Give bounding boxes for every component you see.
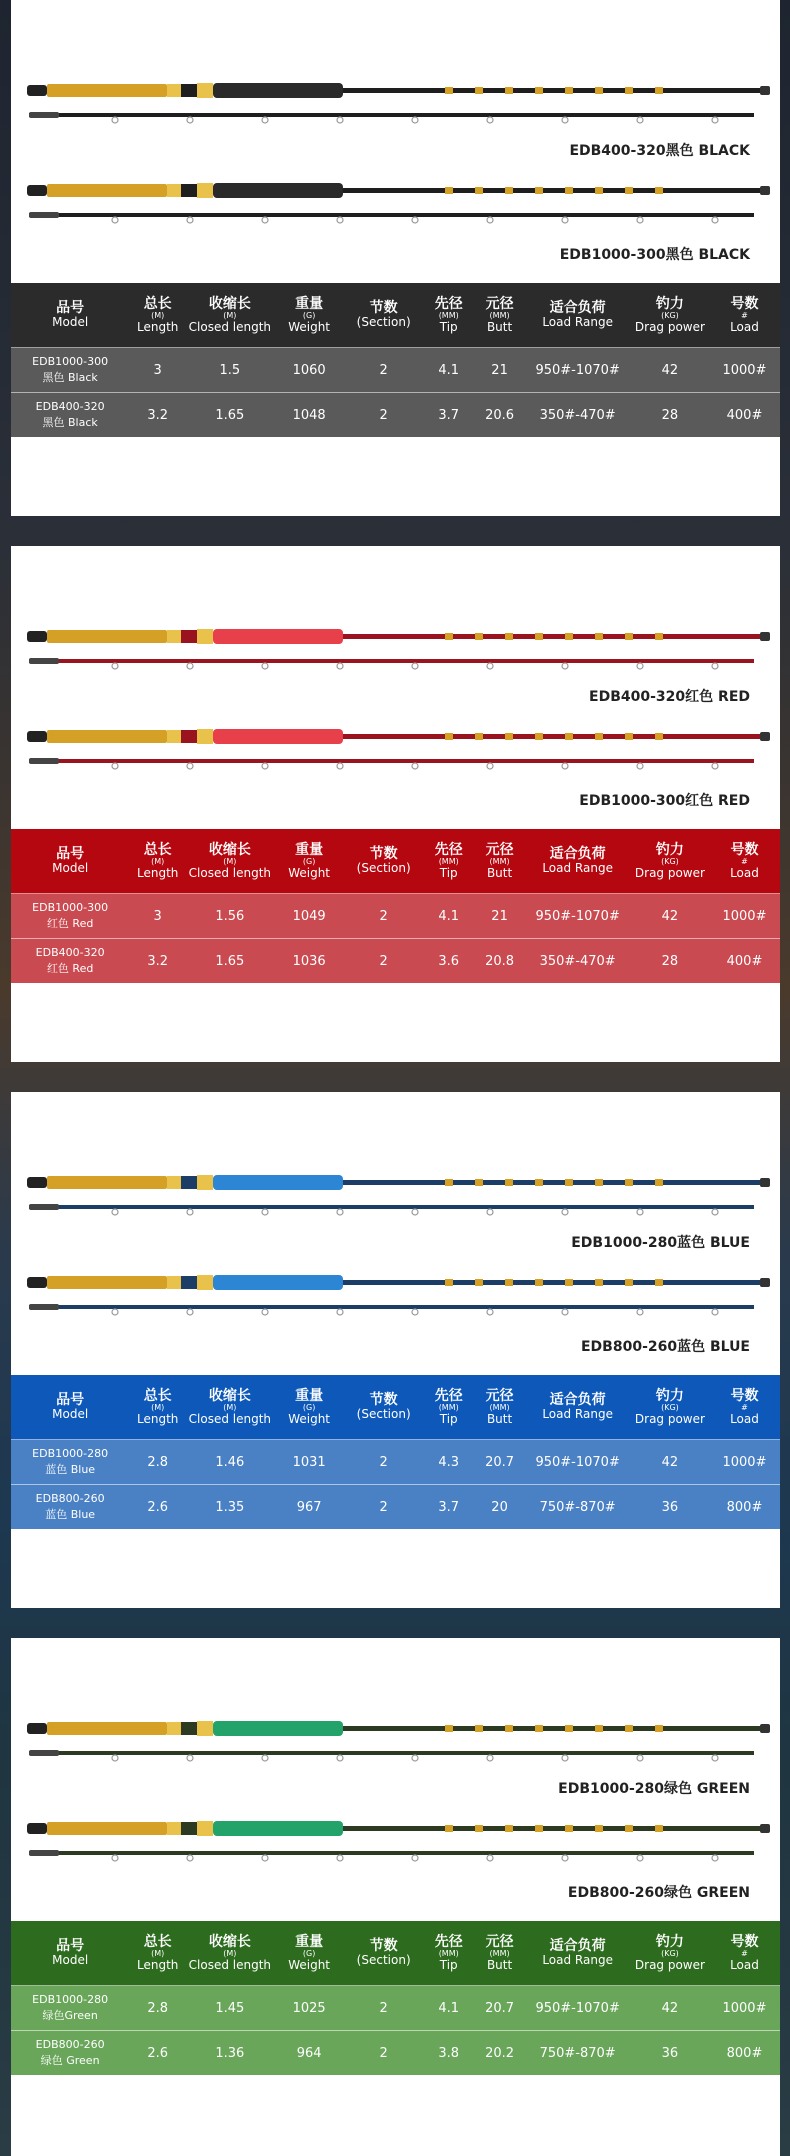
header-unit: (MM)	[489, 1948, 510, 1958]
header-en: (Section)	[356, 1407, 411, 1421]
rod-1	[25, 82, 775, 134]
model-code: EDB800-260	[35, 2038, 105, 2051]
model-code: EDB1000-280	[32, 1447, 109, 1460]
header-zh: 元径	[485, 841, 514, 858]
header-zh: 节数	[369, 300, 398, 316]
model-code: EDB1000-280	[32, 1993, 109, 2006]
column-header	[709, 829, 780, 894]
column-header	[631, 1375, 709, 1440]
header-zh: 适合负荷	[549, 1392, 606, 1408]
header-unit: #	[741, 310, 748, 320]
header-unit: (G)	[302, 310, 316, 320]
column-header	[345, 1921, 423, 1986]
column-header	[423, 1921, 475, 1986]
model-color: 蓝色 Blue	[45, 1508, 96, 1521]
header-unit: (MM)	[438, 1948, 459, 1958]
header-unit: (G)	[302, 1948, 316, 1958]
product-card-green	[11, 1638, 780, 2156]
cell-closed: 1.65	[186, 939, 274, 984]
rod-label: EDB400-320黑色 BLACK	[569, 143, 750, 159]
header-zh: 元径	[485, 295, 514, 312]
cell-drag: 36	[631, 1485, 709, 1530]
cell-closed: 1.36	[186, 2031, 274, 2076]
table-row	[11, 348, 780, 393]
rod-1	[25, 1174, 775, 1226]
header-unit: (M)	[223, 310, 237, 320]
cell-weight: 1049	[274, 894, 345, 939]
cell-butt: 20.7	[475, 1440, 525, 1485]
cell-load: 1000#	[709, 894, 780, 939]
header-en: Tip	[439, 865, 458, 880]
cell-weight: 1036	[274, 939, 345, 984]
rod-label: EDB1000-300红色 RED	[579, 793, 750, 809]
model-color: 红色 Red	[46, 917, 94, 930]
header-zh: 收缩长	[208, 295, 251, 312]
column-header	[475, 283, 525, 348]
cell-load: 800#	[709, 2031, 780, 2076]
header-en: Drag power	[634, 1411, 705, 1426]
rod-label: EDB800-260蓝色 BLUE	[580, 1339, 750, 1355]
rod-image	[25, 1274, 775, 1322]
header-zh: 总长	[143, 1387, 172, 1404]
rod-gallery	[11, 1638, 780, 1921]
header-zh: 总长	[143, 841, 172, 858]
cell-length: 3.2	[129, 939, 186, 984]
header-en: (Section)	[356, 1953, 411, 1967]
cell-closed: 1.5	[186, 348, 274, 393]
model-cell	[11, 2031, 129, 2076]
header-zh: 元径	[485, 1387, 514, 1404]
header-zh: 先径	[434, 1387, 463, 1404]
header-zh: 先径	[434, 295, 463, 312]
header-zh: 重量	[295, 841, 324, 858]
header-unit: (M)	[223, 1402, 237, 1412]
header-en: Load	[730, 865, 759, 880]
cell-load: 800#	[709, 1485, 780, 1530]
model-cell	[11, 894, 129, 939]
cell-section: 2	[345, 2031, 423, 2076]
cell-load-range: 350#-470#	[524, 393, 630, 438]
header-en: Butt	[486, 1957, 513, 1972]
cell-load: 400#	[709, 393, 780, 438]
spec-table	[11, 1375, 780, 1529]
cell-section: 2	[345, 939, 423, 984]
header-zh: 重量	[295, 1933, 324, 1950]
header-en: Drag power	[634, 319, 705, 334]
header-en: Closed length	[188, 1411, 272, 1426]
rod-image	[25, 628, 775, 676]
rod-label: EDB800-260绿色 GREEN	[567, 1885, 750, 1901]
table-row	[11, 939, 780, 984]
header-unit: (M)	[151, 1402, 165, 1412]
rod-image	[25, 728, 775, 776]
column-header	[274, 283, 345, 348]
header-zh: 品号	[56, 846, 85, 862]
header-zh: 钓力	[655, 295, 684, 312]
cell-drag: 42	[631, 894, 709, 939]
column-header	[11, 1921, 129, 1986]
header-unit: #	[741, 1402, 748, 1412]
header-en: Model	[52, 1407, 89, 1421]
column-header	[423, 829, 475, 894]
table-row	[11, 393, 780, 438]
cell-section: 2	[345, 393, 423, 438]
column-header	[129, 1921, 186, 1986]
model-color: 黑色 Black	[42, 416, 98, 429]
cell-butt: 20.6	[475, 393, 525, 438]
rod-label: EDB1000-280蓝色 BLUE	[571, 1235, 750, 1251]
rod-label: EDB1000-280绿色 GREEN	[558, 1781, 750, 1797]
cell-butt: 20.8	[475, 939, 525, 984]
header-unit: (M)	[223, 1948, 237, 1958]
column-header	[524, 283, 630, 348]
model-cell	[11, 348, 129, 393]
spec-header-row	[11, 1375, 780, 1440]
header-en: Drag power	[634, 865, 705, 880]
column-header	[631, 829, 709, 894]
header-en: Weight	[288, 1957, 331, 1972]
cell-butt: 20.2	[475, 2031, 525, 2076]
rod-gallery	[11, 546, 780, 829]
product-card-black	[11, 0, 780, 516]
cell-tip: 4.1	[423, 1986, 475, 2031]
cell-butt: 21	[475, 894, 525, 939]
column-header	[631, 1921, 709, 1986]
header-en: Load Range	[542, 1407, 613, 1421]
rod-1	[25, 1720, 775, 1772]
model-cell	[11, 1485, 129, 1530]
header-zh: 节数	[369, 1938, 398, 1954]
cell-section: 2	[345, 1986, 423, 2031]
cell-tip: 4.1	[423, 894, 475, 939]
cell-drag: 28	[631, 939, 709, 984]
model-color: 黑色 Black	[42, 371, 98, 384]
spec-table	[11, 829, 780, 983]
cell-tip: 3.7	[423, 393, 475, 438]
header-zh: 总长	[143, 1933, 172, 1950]
column-header	[274, 1375, 345, 1440]
cell-length: 3	[129, 894, 186, 939]
cell-load-range: 350#-470#	[524, 939, 630, 984]
header-zh: 总长	[143, 295, 172, 312]
cell-closed: 1.56	[186, 894, 274, 939]
column-header	[475, 1375, 525, 1440]
rod-2	[25, 728, 775, 780]
table-row	[11, 2031, 780, 2076]
column-header	[524, 1921, 630, 1986]
header-unit: (MM)	[438, 1402, 459, 1412]
model-color: 绿色 Green	[40, 2054, 100, 2067]
model-code: EDB1000-300	[32, 355, 109, 368]
column-header	[345, 1375, 423, 1440]
header-en: Tip	[439, 319, 458, 334]
table-row	[11, 1485, 780, 1530]
rod-2	[25, 1274, 775, 1326]
cell-drag: 28	[631, 393, 709, 438]
cell-load: 1000#	[709, 348, 780, 393]
cell-weight: 1031	[274, 1440, 345, 1485]
spec-table	[11, 283, 780, 437]
table-row	[11, 1440, 780, 1485]
cell-load-range: 950#-1070#	[524, 1986, 630, 2031]
header-zh: 适合负荷	[549, 300, 606, 316]
header-zh: 重量	[295, 295, 324, 312]
cell-load-range: 950#-1070#	[524, 894, 630, 939]
model-cell	[11, 1440, 129, 1485]
column-header	[186, 1375, 274, 1440]
header-zh: 适合负荷	[549, 1938, 606, 1954]
cell-section: 2	[345, 348, 423, 393]
cell-load: 1000#	[709, 1986, 780, 2031]
cell-length: 2.6	[129, 1485, 186, 1530]
column-header	[475, 829, 525, 894]
header-en: Butt	[486, 319, 513, 334]
cell-weight: 967	[274, 1485, 345, 1530]
column-header	[475, 1921, 525, 1986]
cell-load-range: 750#-870#	[524, 1485, 630, 1530]
column-header	[274, 1921, 345, 1986]
header-en: Model	[52, 315, 89, 329]
header-en: Load	[730, 1411, 759, 1426]
header-en: Closed length	[188, 319, 272, 334]
header-en: Butt	[486, 1411, 513, 1426]
product-card-red	[11, 546, 780, 1062]
column-header	[186, 1921, 274, 1986]
header-zh: 钓力	[655, 841, 684, 858]
model-cell	[11, 939, 129, 984]
cell-drag: 36	[631, 2031, 709, 2076]
header-en: Closed length	[188, 1957, 272, 1972]
column-header	[524, 829, 630, 894]
header-en: Length	[136, 1411, 179, 1426]
cell-length: 3	[129, 348, 186, 393]
column-header	[129, 829, 186, 894]
cell-tip: 3.8	[423, 2031, 475, 2076]
cell-load: 400#	[709, 939, 780, 984]
cell-section: 2	[345, 1485, 423, 1530]
column-header	[186, 829, 274, 894]
column-header	[709, 1921, 780, 1986]
header-zh: 号数	[730, 1933, 759, 1950]
model-color: 红色 Red	[46, 962, 94, 975]
header-zh: 适合负荷	[549, 846, 606, 862]
model-cell	[11, 393, 129, 438]
model-code: EDB1000-300	[32, 901, 109, 914]
cell-weight: 1025	[274, 1986, 345, 2031]
model-color: 绿色Green	[42, 2009, 98, 2022]
cell-tip: 4.1	[423, 348, 475, 393]
header-zh: 元径	[485, 1933, 514, 1950]
header-en: Load Range	[542, 861, 613, 875]
header-en: Length	[136, 319, 179, 334]
cell-load: 1000#	[709, 1440, 780, 1485]
column-header	[129, 283, 186, 348]
cell-butt: 20	[475, 1485, 525, 1530]
header-en: Length	[136, 865, 179, 880]
cell-weight: 1060	[274, 348, 345, 393]
header-unit: (MM)	[438, 310, 459, 320]
model-code: EDB400-320	[35, 400, 105, 413]
cell-length: 2.8	[129, 1440, 186, 1485]
rod-gallery	[11, 0, 780, 283]
rod-label: EDB400-320红色 RED	[589, 689, 750, 705]
cell-butt: 20.7	[475, 1986, 525, 2031]
header-unit: (MM)	[489, 856, 510, 866]
column-header	[129, 1375, 186, 1440]
header-zh: 品号	[56, 1938, 85, 1954]
rod-image	[25, 1174, 775, 1222]
column-header	[186, 283, 274, 348]
header-unit: (MM)	[489, 310, 510, 320]
spec-header-row	[11, 829, 780, 894]
column-header	[11, 829, 129, 894]
header-unit: (M)	[223, 856, 237, 866]
header-zh: 收缩长	[208, 841, 251, 858]
header-en: (Section)	[356, 861, 411, 875]
header-en: Drag power	[634, 1957, 705, 1972]
rod-2	[25, 1820, 775, 1872]
rod-image	[25, 1720, 775, 1768]
header-zh: 钓力	[655, 1387, 684, 1404]
rod-image	[25, 1820, 775, 1868]
header-en: Weight	[288, 1411, 331, 1426]
cell-load-range: 750#-870#	[524, 2031, 630, 2076]
header-en: Length	[136, 1957, 179, 1972]
cell-closed: 1.35	[186, 1485, 274, 1530]
cell-tip: 4.3	[423, 1440, 475, 1485]
header-unit: (MM)	[438, 856, 459, 866]
cell-closed: 1.65	[186, 393, 274, 438]
header-zh: 节数	[369, 846, 398, 862]
header-en: Weight	[288, 865, 331, 880]
header-unit: (MM)	[489, 1402, 510, 1412]
header-zh: 品号	[56, 1392, 85, 1408]
header-unit: (M)	[151, 856, 165, 866]
header-unit: (KG)	[661, 1948, 679, 1958]
column-header	[631, 283, 709, 348]
cell-drag: 42	[631, 1986, 709, 2031]
rod-gallery	[11, 1092, 780, 1375]
header-en: Load Range	[542, 1953, 613, 1967]
header-en: Load	[730, 1957, 759, 1972]
cell-section: 2	[345, 1440, 423, 1485]
header-en: (Section)	[356, 315, 411, 329]
header-en: Tip	[439, 1957, 458, 1972]
cell-drag: 42	[631, 1440, 709, 1485]
header-en: Model	[52, 861, 89, 875]
column-header	[709, 283, 780, 348]
header-zh: 号数	[730, 295, 759, 312]
header-en: Load	[730, 319, 759, 334]
rod-1	[25, 628, 775, 680]
column-header	[345, 283, 423, 348]
cell-length: 2.8	[129, 1986, 186, 2031]
header-unit: (M)	[151, 310, 165, 320]
header-en: Closed length	[188, 865, 272, 880]
cell-weight: 964	[274, 2031, 345, 2076]
column-header	[274, 829, 345, 894]
header-unit: (KG)	[661, 856, 679, 866]
cell-load-range: 950#-1070#	[524, 348, 630, 393]
model-code: EDB400-320	[35, 946, 105, 959]
header-zh: 号数	[730, 1387, 759, 1404]
header-unit: #	[741, 1948, 748, 1958]
column-header	[423, 1375, 475, 1440]
column-header	[423, 283, 475, 348]
cell-length: 2.6	[129, 2031, 186, 2076]
table-row	[11, 1986, 780, 2031]
header-zh: 收缩长	[208, 1387, 251, 1404]
rod-label: EDB1000-300黑色 BLACK	[559, 247, 750, 263]
header-unit: (G)	[302, 856, 316, 866]
header-zh: 钓力	[655, 1933, 684, 1950]
header-zh: 先径	[434, 1933, 463, 1950]
table-row	[11, 894, 780, 939]
cell-tip: 3.7	[423, 1485, 475, 1530]
spec-table	[11, 1921, 780, 2075]
column-header	[345, 829, 423, 894]
header-unit: #	[741, 856, 748, 866]
column-header	[11, 1375, 129, 1440]
header-en: Model	[52, 1953, 89, 1967]
header-zh: 号数	[730, 841, 759, 858]
header-en: Butt	[486, 865, 513, 880]
model-color: 蓝色 Blue	[45, 1463, 96, 1476]
spec-header-row	[11, 1921, 780, 1986]
column-header	[709, 1375, 780, 1440]
header-zh: 重量	[295, 1387, 324, 1404]
column-header	[11, 283, 129, 348]
header-unit: (G)	[302, 1402, 316, 1412]
rod-image	[25, 82, 775, 130]
cell-drag: 42	[631, 348, 709, 393]
header-zh: 先径	[434, 841, 463, 858]
cell-butt: 21	[475, 348, 525, 393]
column-header	[524, 1375, 630, 1440]
spec-header-row	[11, 283, 780, 348]
rod-image	[25, 182, 775, 230]
header-zh: 品号	[56, 300, 85, 316]
cell-weight: 1048	[274, 393, 345, 438]
header-zh: 收缩长	[208, 1933, 251, 1950]
model-cell	[11, 1986, 129, 2031]
product-card-blue	[11, 1092, 780, 1608]
header-unit: (M)	[151, 1948, 165, 1958]
header-zh: 节数	[369, 1392, 398, 1408]
model-code: EDB800-260	[35, 1492, 105, 1505]
cell-tip: 3.6	[423, 939, 475, 984]
cell-closed: 1.46	[186, 1440, 274, 1485]
header-en: Tip	[439, 1411, 458, 1426]
cell-closed: 1.45	[186, 1986, 274, 2031]
header-en: Load Range	[542, 315, 613, 329]
header-unit: (KG)	[661, 1402, 679, 1412]
cell-section: 2	[345, 894, 423, 939]
rod-2	[25, 182, 775, 234]
header-en: Weight	[288, 319, 331, 334]
cell-length: 3.2	[129, 393, 186, 438]
cell-load-range: 950#-1070#	[524, 1440, 630, 1485]
header-unit: (KG)	[661, 310, 679, 320]
